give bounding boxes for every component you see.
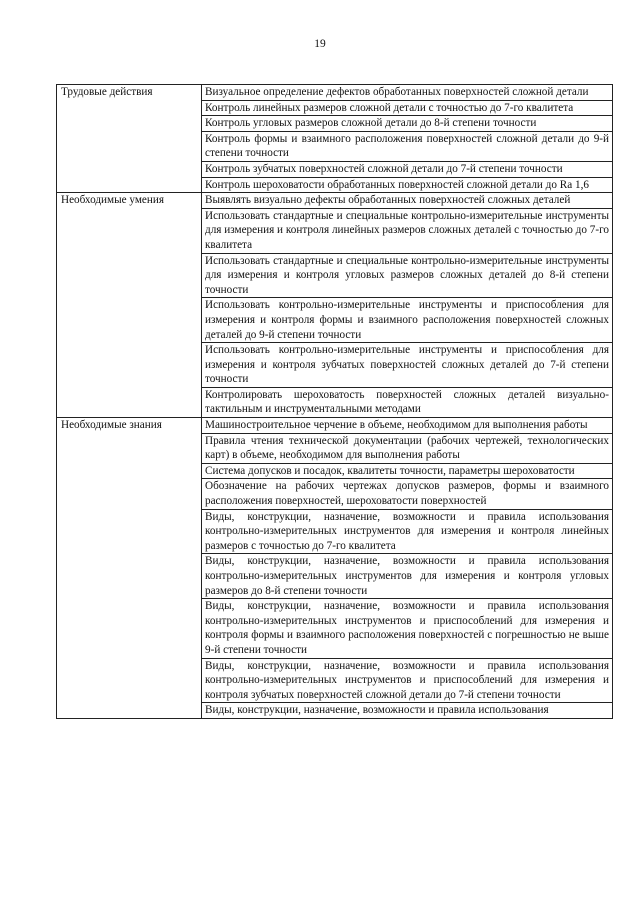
table-cell-item: Виды, конструкции, назначение, возможности и правила использования контрольно-измерительных инструментов и приспособлений для измерения и контроля зубчатых поверхностей сложной детали до 7-й степени точности xyxy=(202,658,613,703)
table-cell-item: Контроль шероховатости обработанных поверхностей сложной детали до Ra 1,6 xyxy=(202,177,613,193)
table-cell-item: Визуальное определение дефектов обработанных поверхностей сложной детали xyxy=(202,85,613,101)
table-cell-item: Использовать контрольно-измерительные инструменты и приспособления для измерения и контроля зубчатых поверхностей сложных деталей до 7-й степени точности xyxy=(202,343,613,388)
table-cell-item: Контролировать шероховатость поверхностей сложных деталей визуально-тактильным и инструментальными методами xyxy=(202,387,613,417)
table-row xyxy=(57,85,613,101)
table-cell-item: Использовать контрольно-измерительные инструменты и приспособления для измерения и контроля формы и взаимного расположения поверхностей сложных деталей до 9-й степени точности xyxy=(202,298,613,343)
table-cell-item: Контроль линейных размеров сложной детали с точностью до 7-го квалитета xyxy=(202,100,613,116)
table-cell-item: Виды, конструкции, назначение, возможности и правила использования контрольно-измерительных инструментов и приспособлений для измерения и контроля формы и взаимного расположения поверхностей с погрешностью не выше 9-й степени точности xyxy=(202,599,613,658)
section-label: Необходимые умения xyxy=(57,193,202,418)
table-cell-item: Система допусков и посадок, квалитеты точности, параметры шероховатости xyxy=(202,463,613,479)
section-label: Необходимые знания xyxy=(57,418,202,719)
table-cell-item: Правила чтения технической документации (рабочих чертежей, технологических карт) в объеме, необходимом для выполнения работы xyxy=(202,433,613,463)
table-cell-item: Выявлять визуально дефекты обработанных поверхностей сложных деталей xyxy=(202,193,613,209)
table-row xyxy=(57,418,613,434)
table-row xyxy=(57,193,613,209)
table-cell-item: Контроль угловых размеров сложной детали до 8-й степени точности xyxy=(202,116,613,132)
table-cell-item: Виды, конструкции, назначение, возможности и правила использования контрольно-измерительных инструментов для измерения и контроля линейных размеров с точностью до 7-го квалитета xyxy=(202,509,613,554)
table-cell-item: Обозначение на рабочих чертежах допусков размеров, формы и взаимного расположения поверхностей, шероховатости поверхностей xyxy=(202,479,613,509)
table-cell-item: Машиностроительное черчение в объеме, необходимом для выполнения работы xyxy=(202,418,613,434)
section-label: Трудовые действия xyxy=(57,85,202,193)
table-cell-item: Контроль формы и взаимного расположения поверхностей сложной детали до 9-й степени точности xyxy=(202,131,613,161)
table-cell-item: Использовать стандартные и специальные контрольно-измерительные инструменты для измерения и контроля угловых размеров сложных деталей до 8-й степени точности xyxy=(202,253,613,298)
table-cell-item: Использовать стандартные и специальные контрольно-измерительные инструменты для измерения и контроля линейных размеров сложных деталей с точностью до 7-го квалитета xyxy=(202,208,613,253)
table-cell-item: Виды, конструкции, назначение, возможности и правила использования xyxy=(202,703,613,719)
qualification-table xyxy=(56,84,613,719)
table-cell-item: Виды, конструкции, назначение, возможности и правила использования контрольно-измерительных инструментов для измерения и контроля угловых размеров до 8-й степени точности xyxy=(202,554,613,599)
table-cell-item: Контроль зубчатых поверхностей сложной детали до 7-й степени точности xyxy=(202,161,613,177)
page-number: 19 xyxy=(314,38,326,50)
